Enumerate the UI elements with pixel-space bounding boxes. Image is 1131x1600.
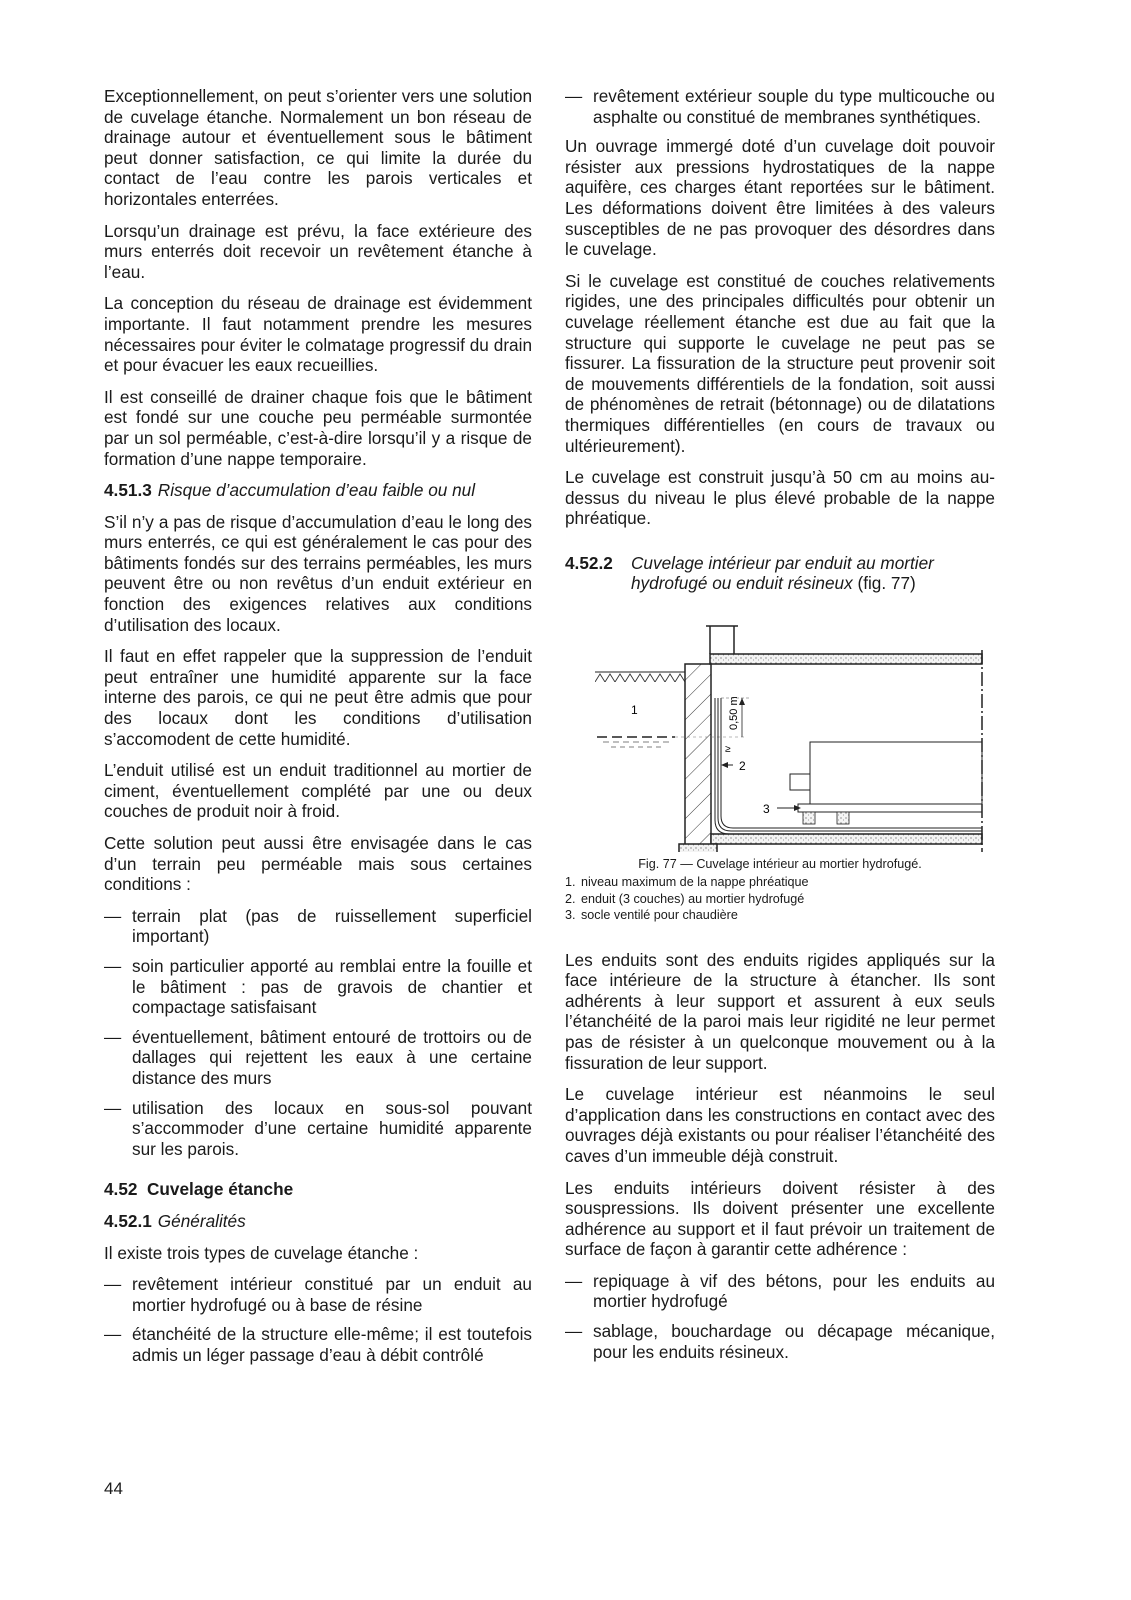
section-title: Généralités: [157, 1210, 246, 1231]
figure-reference: (fig. 77): [857, 573, 916, 594]
paragraph: Il faut en effet rappeler que la suppression de l’enduit peut entraîner une humidité apparente sur la face interne des parois, ce qui ne peut être admis que pour des locaux dont les conditions d’utilisation s’accomodent de cette humidité.: [104, 646, 532, 749]
paragraph: Les enduits intérieurs doivent résister à des souspressions. Ils doivent présenter une excellente adhérence au support et il faut prévoir un traitement de surface de façon à garantir cette adhérence :: [565, 1177, 995, 1260]
paragraph: Le cuvelage est construit jusqu’à 50 cm au moins au-dessus du niveau le plus élevé probable de la nappe phréatique.: [565, 467, 995, 529]
section-number: 4.52: [104, 1179, 138, 1200]
section-title: Cuvelage intérieur par enduit au mortier hydrofugé ou enduit résineux: [631, 552, 934, 594]
list-item: — utilisation des locaux en sous-sol pouvant s’accommoder d’une certaine humidité apparente sur les parois.: [104, 1097, 532, 1159]
paragraph: Il existe trois types de cuvelage étanche :: [104, 1242, 419, 1263]
paragraph: L’enduit utilisé est un enduit traditionnel au mortier de ciment, éventuellement complété par une ou deux couches de produit noir à froid.: [104, 760, 532, 822]
section-number: 4.52.2: [565, 552, 613, 573]
svg-text:≥: ≥: [725, 744, 731, 756]
dash-bullet: —: [104, 1026, 122, 1047]
paragraph: Si le cuvelage est constitué de couches relativements rigides, une des principales difficultés pour obtenir un cuvelage réellement étanche est due au fait que la structure qui supporte le cuvelage ne peut pas se fissurer. La fissuration de la structure peut provenir soit de mouvements différentiels de la fondation, soit aussi de phénomènes de retrait (bétonnage) ou de dilatations thermiques différentielles (en cours de travaux ou ultérieurement).: [565, 270, 995, 456]
list-item: — étanchéité de la structure elle-même; il est toutefois admis un léger passage d’eau à débit contrôlé: [104, 1324, 532, 1365]
paragraph: S’il n’y a pas de risque d’accumulation d’eau le long des murs enterrés, ce qui est généralement le cas pour des bâtiments fondés sur des terrains perméables, les murs peuvent être ou non revêtus d’un enduit extérieur en fonction des exigences relatives aux conditions d’utilisation des locaux.: [104, 511, 532, 635]
paragraph: Les enduits sont des enduits rigides appliqués sur la face intérieure de la structure à étancher. Ils sont adhérents à leur support et assurent à eux seuls l’étanchéité de la paroi mais leur rigidité ne leur permet pas de résister à un quelconque mouvement ou à la fissuration de leur support.: [565, 949, 995, 1073]
figure-legend: [565, 874, 995, 924]
paragraph: Un ouvrage immergé doté d’un cuvelage doit pouvoir résister aux pressions hydrostatiques de la nappe aquifère, ces charges étant reportées sur le bâtiment. Les déformations doivent être limitées à des valeurs susceptibles de ne pas provoquer des désordres dans le cuvelage.: [565, 136, 995, 260]
section-heading-4-52-1: [104, 1211, 532, 1232]
label-2: 2: [739, 759, 746, 774]
legend-item: 2. enduit (3 couches) au mortier hydrofugé: [565, 891, 805, 906]
label-3: 3: [763, 802, 770, 817]
paragraph: Le cuvelage intérieur est néanmoins le seul d’application dans les constructions en contact avec des ouvrages déjà existants ou pour réaliser l’étanchéité des caves d’un immeuble déjà construit.: [565, 1084, 995, 1166]
cross-section-drawing: [565, 602, 995, 852]
section-number: 4.52.1: [104, 1210, 152, 1231]
section-title: Risque d’accumulation d’eau faible ou nul: [157, 480, 476, 501]
paragraph: Cette solution peut aussi être envisagée dans le cas d’un terrain peu perméable mais sous certaines conditions :: [104, 833, 532, 895]
paragraph: Exceptionnellement, on peut s’orienter vers une solution de cuvelage étanche. Normalement un bon réseau de drainage autour et éventuellement sous le bâtiment peut donner satisfaction, ce qui limite la durée du contact de l’eau contre les parois verticales et horizontales enterrées.: [104, 86, 532, 209]
dash-bullet: —: [104, 1274, 122, 1295]
dash-bullet: —: [565, 1270, 583, 1291]
section-heading-4-52: [104, 1179, 532, 1200]
page-number: 44: [104, 1479, 123, 1498]
figure-77-diagram: [565, 602, 995, 852]
dash-bullet: —: [104, 1324, 122, 1345]
list-item: — sablage, bouchardage ou décapage mécanique, pour les enduits résineux.: [565, 1321, 995, 1362]
list-item: — repiquage à vif des bétons, pour les enduits au mortier hydrofugé: [565, 1270, 995, 1312]
paragraph: Lorsqu’un drainage est prévu, la face extérieure des murs enterrés doit recevoir un revêtement étanche à l’eau.: [104, 220, 532, 282]
paragraph: La conception du réseau de drainage est évidemment importante. Il faut notamment prendre les mesures nécessaires pour éviter le colmatage progressif du drain et pour évacuer les eaux recueillies.: [104, 293, 532, 376]
figure-caption: Fig. 77 — Cuvelage intérieur au mortier hydrofugé.: [638, 857, 922, 872]
section-heading-4-52-2: [565, 553, 995, 594]
dash-bullet: —: [104, 955, 122, 976]
label-1: 1: [631, 703, 638, 718]
dash-bullet: —: [104, 1097, 122, 1118]
section-title: Cuvelage étanche: [147, 1179, 294, 1200]
list-item: — revêtement intérieur constitué par un enduit au mortier hydrofugé ou à base de résine: [104, 1274, 532, 1315]
list-item: — revêtement extérieur souple du type multicouche ou asphalte ou constitué de membranes synthétiques.: [565, 86, 995, 127]
section-number: 4.51.3: [104, 480, 152, 501]
legend-item: 3. socle ventilé pour chaudière: [565, 908, 738, 923]
list-item: — terrain plat (pas de ruissellement superficiel important): [104, 905, 532, 947]
dimension-label: 0,50 m: [728, 696, 740, 731]
list-item: — éventuellement, bâtiment entouré de trottoirs ou de dallages qui rejettent les eaux à une certaine distance des murs: [104, 1026, 532, 1088]
right-column: [565, 86, 995, 1371]
section-heading-4-51-3: [104, 480, 532, 501]
left-column: [104, 86, 532, 1374]
dash-bullet: —: [565, 1321, 583, 1342]
legend-item: 1. niveau maximum de la nappe phréatique: [565, 875, 809, 890]
dash-bullet: —: [565, 86, 583, 106]
dash-bullet: —: [104, 905, 122, 926]
paragraph: Il est conseillé de drainer chaque fois que le bâtiment est fondé sur une couche peu perméable surmontée par un sol perméable, c’est-à-dire lorsqu’il y a risque de formation d’une nappe temporaire.: [104, 386, 532, 469]
list-item: — soin particulier apporté au remblai entre la fouille et le bâtiment : pas de gravois de chantier et compactage satisfaisant: [104, 955, 532, 1018]
